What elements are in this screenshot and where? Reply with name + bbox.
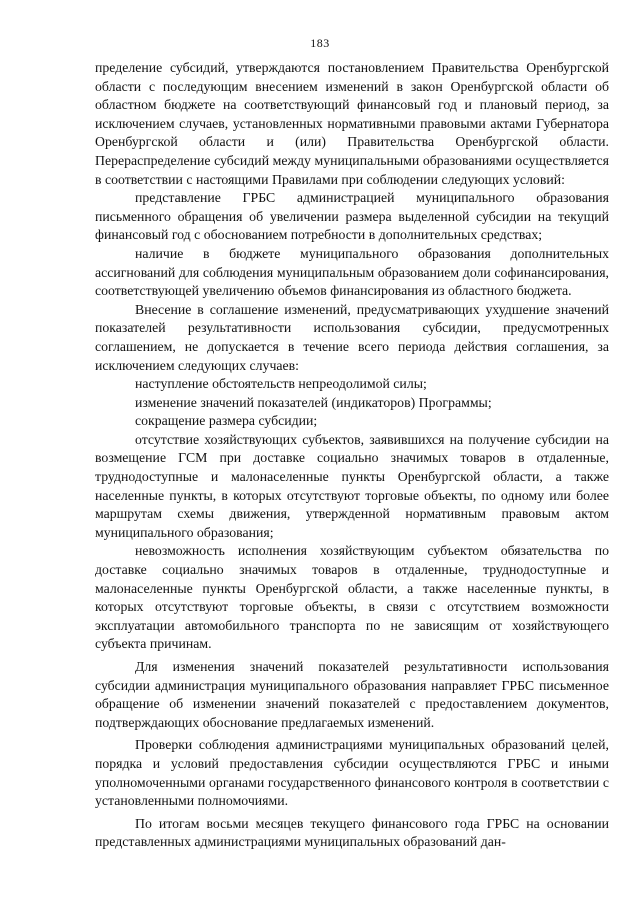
paragraph: Проверки соблюдения администрациями муниципальных образований целей, порядка и условий предоставления субсидии осуществляются ГРБС и иными уполномоченными органами государственного финансового контроля в соответствии с установленными полномочиями.	[95, 737, 609, 809]
page-number: 183	[310, 36, 330, 50]
paragraph: Для изменения значений показателей результативности использования субсидии администрация муниципального образования направляет ГРБС письменное обращение об изменении значений показателей с предоставлением документов, подтверждающих обоснование предлагаемых изменений.	[95, 659, 609, 730]
list-item: отсутствие хозяйствующих субъектов, заявившихся на получение субсидии на возмещение ГСМ при доставке социально значимых товаров в отдаленные, труднодоступные и малонаселенные пункты Оренбургской области, а также населенные пункты, в которых отсутствуют торговые объекты, по одному или более маршрутам схемы движения, утвержденной нормативным правовым актом муниципального образования;	[95, 431, 609, 540]
paragraph: представление ГРБС администрацией муниципального образования письменного обращения об увеличении размера выделенной субсидии на текущий финансовый год с обоснованием потребности в дополнительных средствах;	[95, 190, 609, 243]
paragraph: наличие в бюджете муниципального образования дополнительных ассигнований для соблюдения муниципальным образованием доли софинансирования, соответствующей увеличению объемов финансирования из областного бюджета.	[95, 245, 609, 299]
list-item: сокращение размера субсидии;	[135, 413, 318, 429]
paragraph: По итогам восьми месяцев текущего финансового года ГРБС на основании представленных администрациями муниципальных образований дан-	[95, 815, 609, 850]
list-item: наступление обстоятельств непреодолимой силы;	[135, 376, 427, 392]
document-body	[95, 59, 609, 852]
list-item: невозможность исполнения хозяйствующим субъектом обязательства по доставке социально значимых товаров в отдаленные, труднодоступные и малонаселенные пункты Оренбургской области, а также населенные пункты, в которых отсутствуют торговые объекты, в связи с отсутствием возможности эксплуатации автомобильного транспорта по не зависящим от хозяйствующего субъекта причинам.	[95, 543, 609, 652]
list-item: изменение значений показателей (индикаторов) Программы;	[135, 394, 492, 410]
paragraph: пределение субсидий, утверждаются постановлением Правительства Оренбургской области с последующим внесением изменений в закон Оренбургской области об областном бюджете на соответствующий финансовый год и плановый период, за исключением случаев, установленных нормативными правовыми актами Губернатора Оренбургской области и (или) Правительства Оренбургской области. Перераспределение субсидий между муниципальными образованиями осуществляется в соответствии с настоящими Правилами при соблюдении следующих условий:	[95, 60, 609, 187]
paragraph: Внесение в соглашение изменений, предусматривающих ухудшение значений показателей результативности использования субсидии, предусмотренных соглашением, не допускается в течение всего периода действия соглашения, за исключением следующих случаев:	[95, 301, 609, 373]
